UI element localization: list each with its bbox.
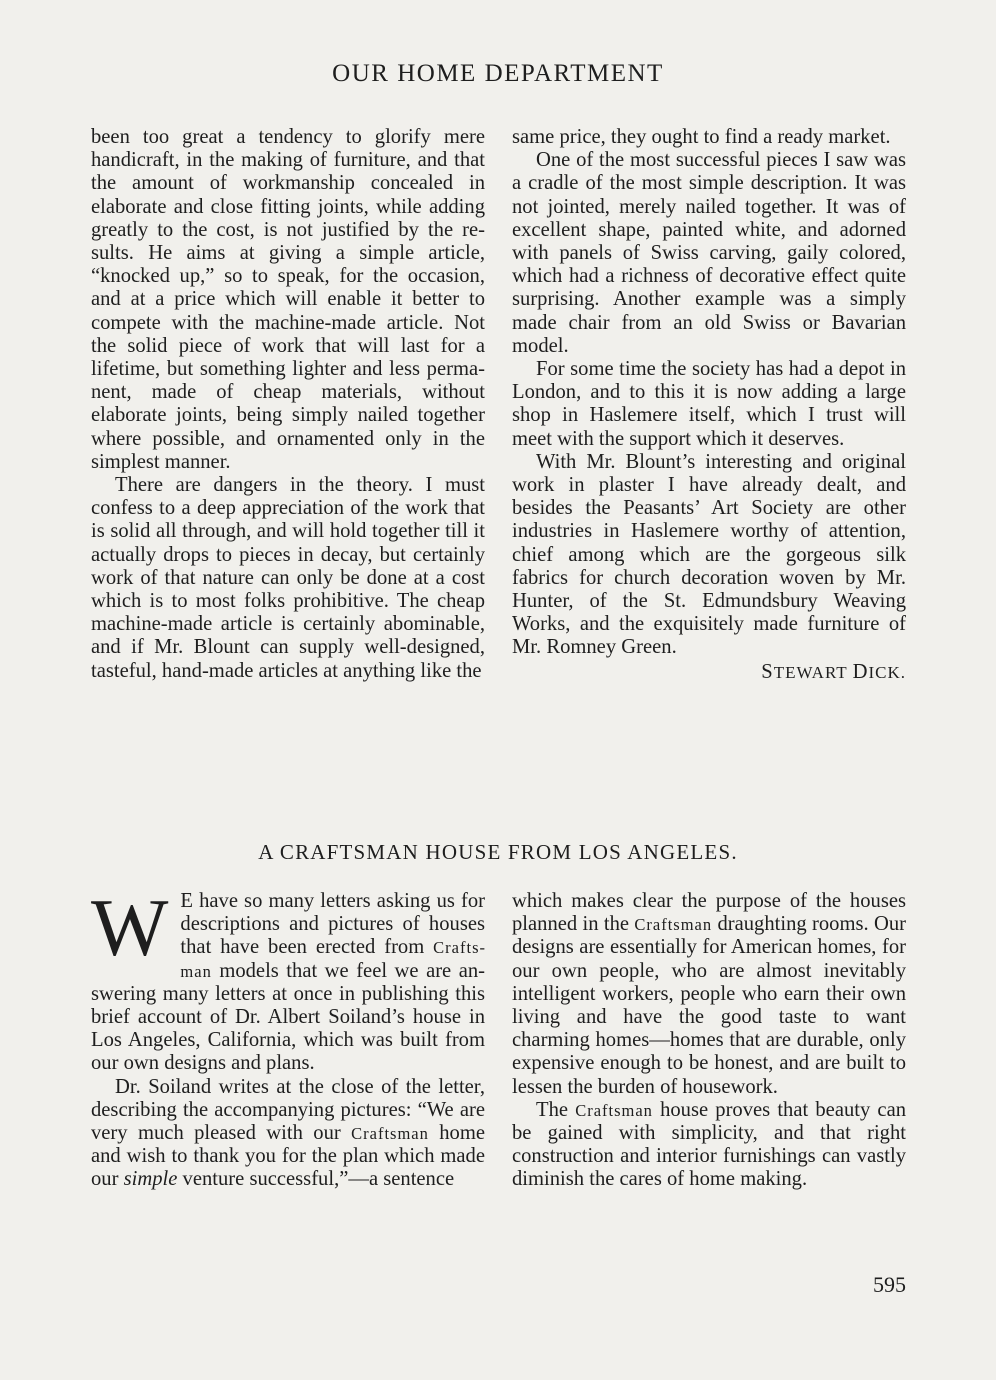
text-run: home and wish to thank you for the plan which made our — [91, 1122, 486, 1191]
paragraph: There are dangers in the theory. I must confess to a deep appreciation of the work that is solid all through, and will hold together till it actually drops to pieces in decay, but certainly work of that nature can only be done at a cost which is to most folks prohibitive. The cheap machine-made article is certainly abominable, and if Mr. Blount can supply well-designed, tasteful, hand-made articles at anything like the — [91, 474, 485, 682]
text-run: venture successful,”—a sentence — [177, 1168, 455, 1191]
sig-rest: TEWART — [773, 662, 848, 682]
text-run: house proves that beauty can be gained with simplicity, and that right construction and interior furnishings can vastly diminish the cares of home making. — [512, 1098, 907, 1191]
author-signature — [512, 661, 906, 684]
paragraph — [91, 882, 485, 1076]
paragraph: With Mr. Blount’s interesting and original work in plaster I have already dealt, and besides the Peasants’ Art Society are other industries in Haslemere worthy of attention, chief among which are the gorgeous silk fabrics for church decoration woven by Mr. Hunter, of the St. Edmundsbury Weaving Works, and the exquisitely made furniture of Mr. Romney Green. — [512, 450, 906, 659]
text-run: models that we feel we are answering many letters at once in publishing this brief account of Dr. Albert Soiland’s house in Los Angeles, California, which was built from our own designs and plans. — [91, 959, 485, 1075]
text-run: E have so many letters asking us for descriptions and pictures of houses that have been erected from — [180, 890, 485, 959]
running-head: OUR HOME DEPARTMENT — [332, 60, 664, 87]
paragraph: For some time the society has had a depot in London, and to this it is now adding a large shop in Haslemere itself, which I trust will meet with the support which it deserves. — [512, 358, 906, 450]
text-run: Dr. Soiland writes at the close of the letter, describing the accompanying pictures: “We are very much pleased with our — [91, 1075, 485, 1145]
small-caps-run: Craftsman — [634, 915, 713, 935]
column-2 — [512, 126, 906, 684]
text-run: draughting rooms. Our designs are essentially for American homes, for our own people, who are almost inevitably intelligent workers, people who earn their own living and have the good taste to want charming homes—homes that are durable, only expensive enough to be honest, and are built to lessen the burden of housework. — [512, 913, 906, 1098]
italic-run: simple — [123, 1168, 178, 1191]
sig-initial: S — [761, 660, 774, 683]
page-number: 595 — [873, 1272, 906, 1297]
paragraph — [512, 890, 906, 1099]
column-1 — [91, 126, 485, 683]
small-caps-run: Craftsman — [575, 1100, 653, 1120]
small-caps-run: Craftsman — [351, 1124, 429, 1144]
paragraph: been too great a tendency to glorify mere handicraft, in the making of furniture, and that the amount of workmanship concealed in elaborate and close fitting joints, while adding greatly to the cost, is not justified by the results. He aims at giving a simple article, “knocked up,” so to speak, for the occasion, and at a price which will enable it better to compete with the machine-made article. Not the solid piece of work that will last for a lifetime, but something lighter and less permanent, made of cheap materials, without elaborate joints, being simply nailed together where possible, and ornamented only in the simplest manner. — [91, 126, 485, 473]
paragraph: One of the most successful pieces I saw was a cradle of the most simple description. It was not jointed, merely nailed together. It was of excellent shape, painted white, and adorned with panels of Swiss carving, gaily colored, which had a richness of decorative effect quite surprising. Another example was a simply made chair from an old Swiss or Bavarian model. — [512, 149, 906, 357]
small-caps-run: Craftsman — [180, 938, 485, 981]
column-3 — [91, 882, 486, 1192]
article-title: A CRAFTSMAN HOUSE FROM LOS ANGELES. — [258, 840, 738, 864]
column-4 — [512, 890, 906, 1192]
drop-cap: W — [91, 882, 169, 973]
paragraph — [91, 1076, 485, 1192]
paragraph: same price, they ought to find a ready market. — [512, 126, 891, 148]
sig-rest: ICK. — [868, 662, 906, 682]
paragraph — [512, 1099, 906, 1192]
text-run: The — [536, 1098, 576, 1121]
sig-initial: D — [852, 660, 869, 683]
text-run: which makes clear the purpose of the houses planned in the — [512, 890, 906, 936]
